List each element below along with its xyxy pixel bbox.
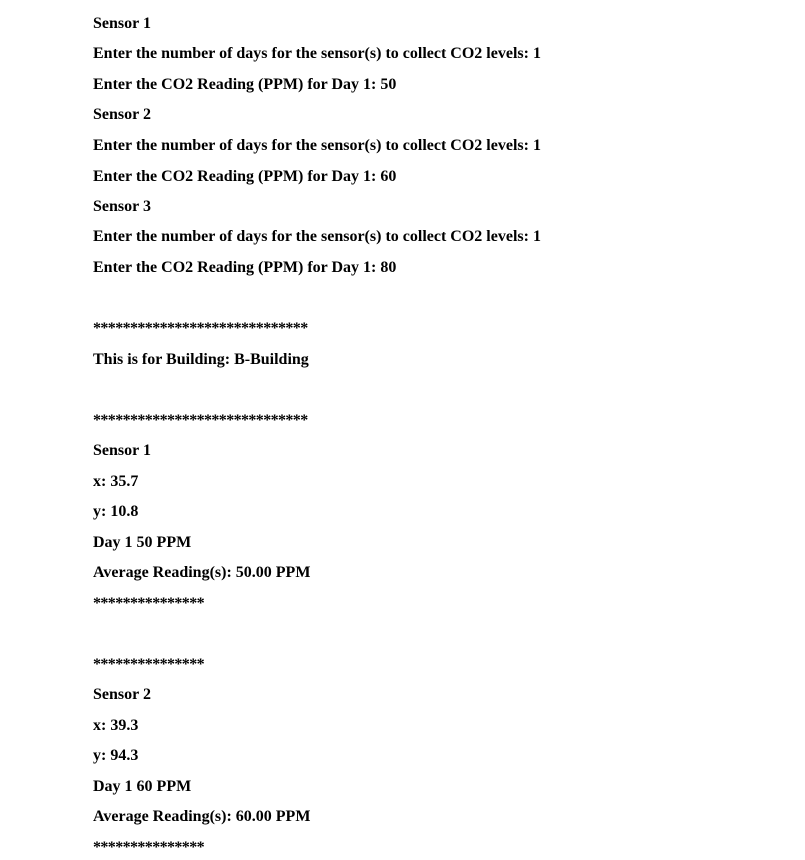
input-days-prompt: Enter the number of days for the sensor(s) to collect CO2 levels: 1 [93,228,541,245]
divider-stars: ***************************** [93,320,308,337]
divider-stars: ***************************** [93,412,308,429]
sensor-1-average: Average Reading(s): 50.00 PPM [93,564,311,581]
input-co2-prompt: Enter the CO2 Reading (PPM) for Day 1: 50 [93,76,397,93]
sensor-2-average: Average Reading(s): 60.00 PPM [93,808,311,825]
input-co2-prompt: Enter the CO2 Reading (PPM) for Day 1: 80 [93,259,397,276]
divider-stars: *************** [93,656,205,673]
sensor-1-x: x: 35.7 [93,473,139,490]
divider-stars: *************** [93,839,205,856]
sensor-2-y: y: 94.3 [93,747,139,764]
input-sensor-2-label: Sensor 2 [93,106,151,123]
input-sensor-1-label: Sensor 1 [93,15,151,32]
input-days-prompt: Enter the number of days for the sensor(s) to collect CO2 levels: 1 [93,45,541,62]
input-co2-prompt: Enter the CO2 Reading (PPM) for Day 1: 60 [93,168,397,185]
sensor-2-day-reading: Day 1 60 PPM [93,778,192,795]
sensor-2-name: Sensor 2 [93,686,151,703]
sensor-1-name: Sensor 1 [93,442,151,459]
sensor-1-y: y: 10.8 [93,503,139,520]
sensor-2-x: x: 39.3 [93,717,139,734]
sensor-1-day-reading: Day 1 50 PPM [93,534,192,551]
input-days-prompt: Enter the number of days for the sensor(s) to collect CO2 levels: 1 [93,137,541,154]
building-title: This is for Building: B-Building [93,351,309,368]
input-sensor-3-label: Sensor 3 [93,198,151,215]
divider-stars: *************** [93,595,205,612]
